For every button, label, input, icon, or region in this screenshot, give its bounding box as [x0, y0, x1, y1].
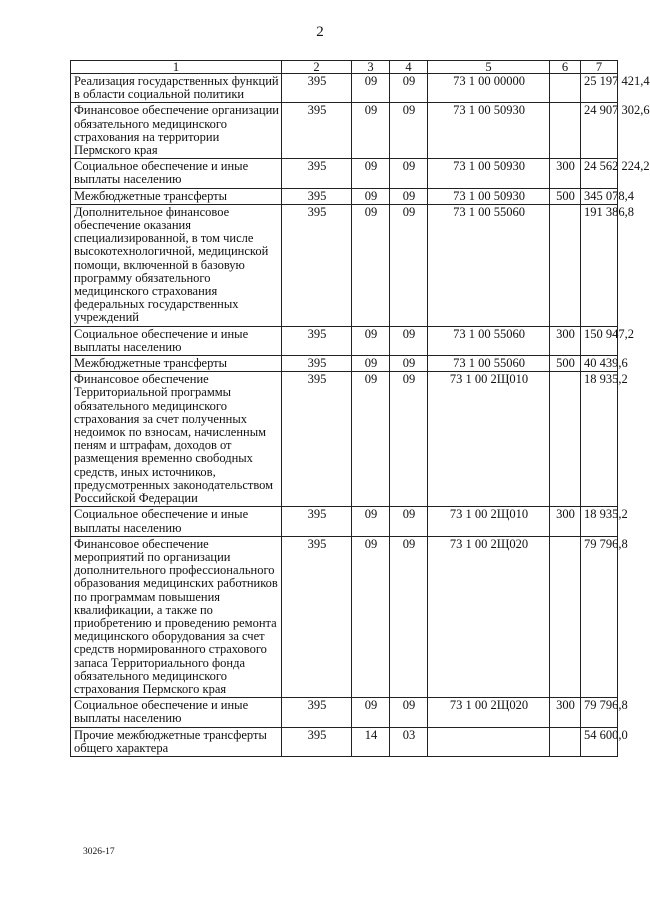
cell-expense-type: [550, 74, 581, 103]
cell-ministry-code: 395: [282, 103, 352, 159]
cell-subsection: 03: [390, 727, 428, 756]
cell-target-article: 73 1 00 2Щ020: [428, 536, 550, 697]
budget-table: [70, 60, 650, 757]
table-header: [71, 61, 618, 74]
cell-ministry-code: 395: [282, 727, 352, 756]
cell-ministry-code: 395: [282, 698, 352, 727]
cell-description: Межбюджетные трансферты: [71, 356, 282, 372]
table-row: [71, 372, 618, 507]
header-row: [71, 61, 618, 74]
cell-target-article: 73 1 00 55060: [428, 356, 550, 372]
cell-expense-type: [550, 536, 581, 697]
cell-amount: 24 907 302,6: [581, 103, 618, 159]
table-body: [71, 74, 650, 757]
cell-ministry-code: 395: [282, 188, 352, 204]
cell-description: Реализация государственных функций в области социальной политики: [71, 74, 282, 103]
cell-description: Межбюджетные трансферты: [71, 188, 282, 204]
cell-description: Финансовое обеспечение Территориальной программы обязательного медицинского страхования за счет полученных недоимок по взносам, начисленным пеням и штрафам, доходов от размещения временно свободных средств, иных источников, предусмотренных законодательством Российской Федерации: [71, 372, 282, 507]
header-col-7: 7: [581, 61, 618, 74]
cell-subsection: 09: [390, 698, 428, 727]
cell-ministry-code: 395: [282, 507, 352, 536]
table-row: [71, 356, 618, 372]
cell-amount: 18 935,2: [581, 372, 618, 507]
table-row: [71, 727, 618, 756]
cell-ministry-code: 395: [282, 159, 352, 188]
cell-target-article: 73 1 00 00000: [428, 74, 550, 103]
cell-description: Финансовое обеспечение организации обязательного медицинского страхования на территории Пермского края: [71, 103, 282, 159]
cell-amount: 54 600,0: [581, 727, 618, 756]
table-row: [71, 103, 618, 159]
cell-amount: 345 078,4: [581, 188, 618, 204]
cell-section: 09: [352, 698, 390, 727]
cell-section: 09: [352, 188, 390, 204]
cell-amount: 79 796,8: [581, 536, 618, 697]
cell-subsection: 09: [390, 159, 428, 188]
cell-amount: 24 562 224,2: [581, 159, 618, 188]
table-row: [71, 159, 618, 188]
cell-section: 09: [352, 74, 390, 103]
cell-expense-type: [550, 372, 581, 507]
header-col-5: 5: [428, 61, 550, 74]
header-col-3: 3: [352, 61, 390, 74]
cell-section: 09: [352, 507, 390, 536]
cell-subsection: 09: [390, 103, 428, 159]
cell-target-article: 73 1 00 50930: [428, 159, 550, 188]
cell-section: 09: [352, 103, 390, 159]
cell-expense-type: [550, 103, 581, 159]
cell-target-article: 73 1 00 55060: [428, 204, 550, 326]
cell-target-article: [428, 727, 550, 756]
cell-description: Финансовое обеспечение мероприятий по организации дополнительного профессионального образования медицинских работников по программам повышения квалификации, а также по приобретению и проведению ремонта медицинского оборудования за счет средств нормированного страхового запаса Территориального фонда обязательного медицинского страхования Пермского края: [71, 536, 282, 697]
header-col-6: 6: [550, 61, 581, 74]
cell-section: 09: [352, 372, 390, 507]
footer-document-code: 3026-17: [83, 847, 115, 857]
cell-section: 09: [352, 204, 390, 326]
cell-expense-type: [550, 204, 581, 326]
cell-subsection: 09: [390, 204, 428, 326]
cell-target-article: 73 1 00 55060: [428, 326, 550, 355]
cell-subsection: 09: [390, 74, 428, 103]
cell-description: Социальное обеспечение и иные выплаты населению: [71, 159, 282, 188]
cell-ministry-code: 395: [282, 536, 352, 697]
cell-subsection: 09: [390, 326, 428, 355]
cell-target-article: 73 1 00 50930: [428, 188, 550, 204]
cell-amount: 40 439,6: [581, 356, 618, 372]
cell-section: 09: [352, 536, 390, 697]
cell-ministry-code: 395: [282, 204, 352, 326]
cell-amount: 18 935,2: [581, 507, 618, 536]
cell-section: 09: [352, 356, 390, 372]
cell-ministry-code: 395: [282, 74, 352, 103]
cell-amount: 79 796,8: [581, 698, 618, 727]
cell-amount: 191 386,8: [581, 204, 618, 326]
cell-section: 09: [352, 326, 390, 355]
table-row: [71, 536, 618, 697]
cell-ministry-code: 395: [282, 356, 352, 372]
cell-expense-type: 300: [550, 159, 581, 188]
table-row: [71, 326, 618, 355]
cell-expense-type: 500: [550, 188, 581, 204]
cell-ministry-code: 395: [282, 326, 352, 355]
cell-section: 09: [352, 159, 390, 188]
table-row: [71, 698, 618, 727]
cell-subsection: 09: [390, 356, 428, 372]
cell-description: Дополнительное финансовое обеспечение оказания специализированной, в том числе высокотехнологичной, медицинской помощи, включенной в базовую программу обязательного медицинского страхования федеральных государственных учреждений: [71, 204, 282, 326]
cell-description: Прочие межбюджетные трансферты общего характера: [71, 727, 282, 756]
table-row: [71, 74, 618, 103]
cell-description: Социальное обеспечение и иные выплаты населению: [71, 507, 282, 536]
header-col-2: 2: [282, 61, 352, 74]
cell-expense-type: 300: [550, 698, 581, 727]
cell-section: 14: [352, 727, 390, 756]
cell-subsection: 09: [390, 372, 428, 507]
cell-description: Социальное обеспечение и иные выплаты населению: [71, 698, 282, 727]
cell-expense-type: 500: [550, 356, 581, 372]
table-row: [71, 507, 618, 536]
header-col-4: 4: [390, 61, 428, 74]
header-col-1: 1: [71, 61, 282, 74]
cell-ministry-code: 395: [282, 372, 352, 507]
table-row: [71, 204, 618, 326]
cell-target-article: 73 1 00 2Щ010: [428, 372, 550, 507]
cell-amount: 150 947,2: [581, 326, 618, 355]
cell-subsection: 09: [390, 188, 428, 204]
cell-amount: 25 197 421,4: [581, 74, 618, 103]
cell-expense-type: [550, 727, 581, 756]
cell-expense-type: 300: [550, 507, 581, 536]
cell-subsection: 09: [390, 536, 428, 697]
cell-expense-type: 300: [550, 326, 581, 355]
page-number: 2: [316, 24, 324, 40]
cell-subsection: 09: [390, 507, 428, 536]
cell-target-article: 73 1 00 2Щ020: [428, 698, 550, 727]
cell-target-article: 73 1 00 2Щ010: [428, 507, 550, 536]
cell-target-article: 73 1 00 50930: [428, 103, 550, 159]
table-row: [71, 188, 618, 204]
cell-description: Социальное обеспечение и иные выплаты населению: [71, 326, 282, 355]
